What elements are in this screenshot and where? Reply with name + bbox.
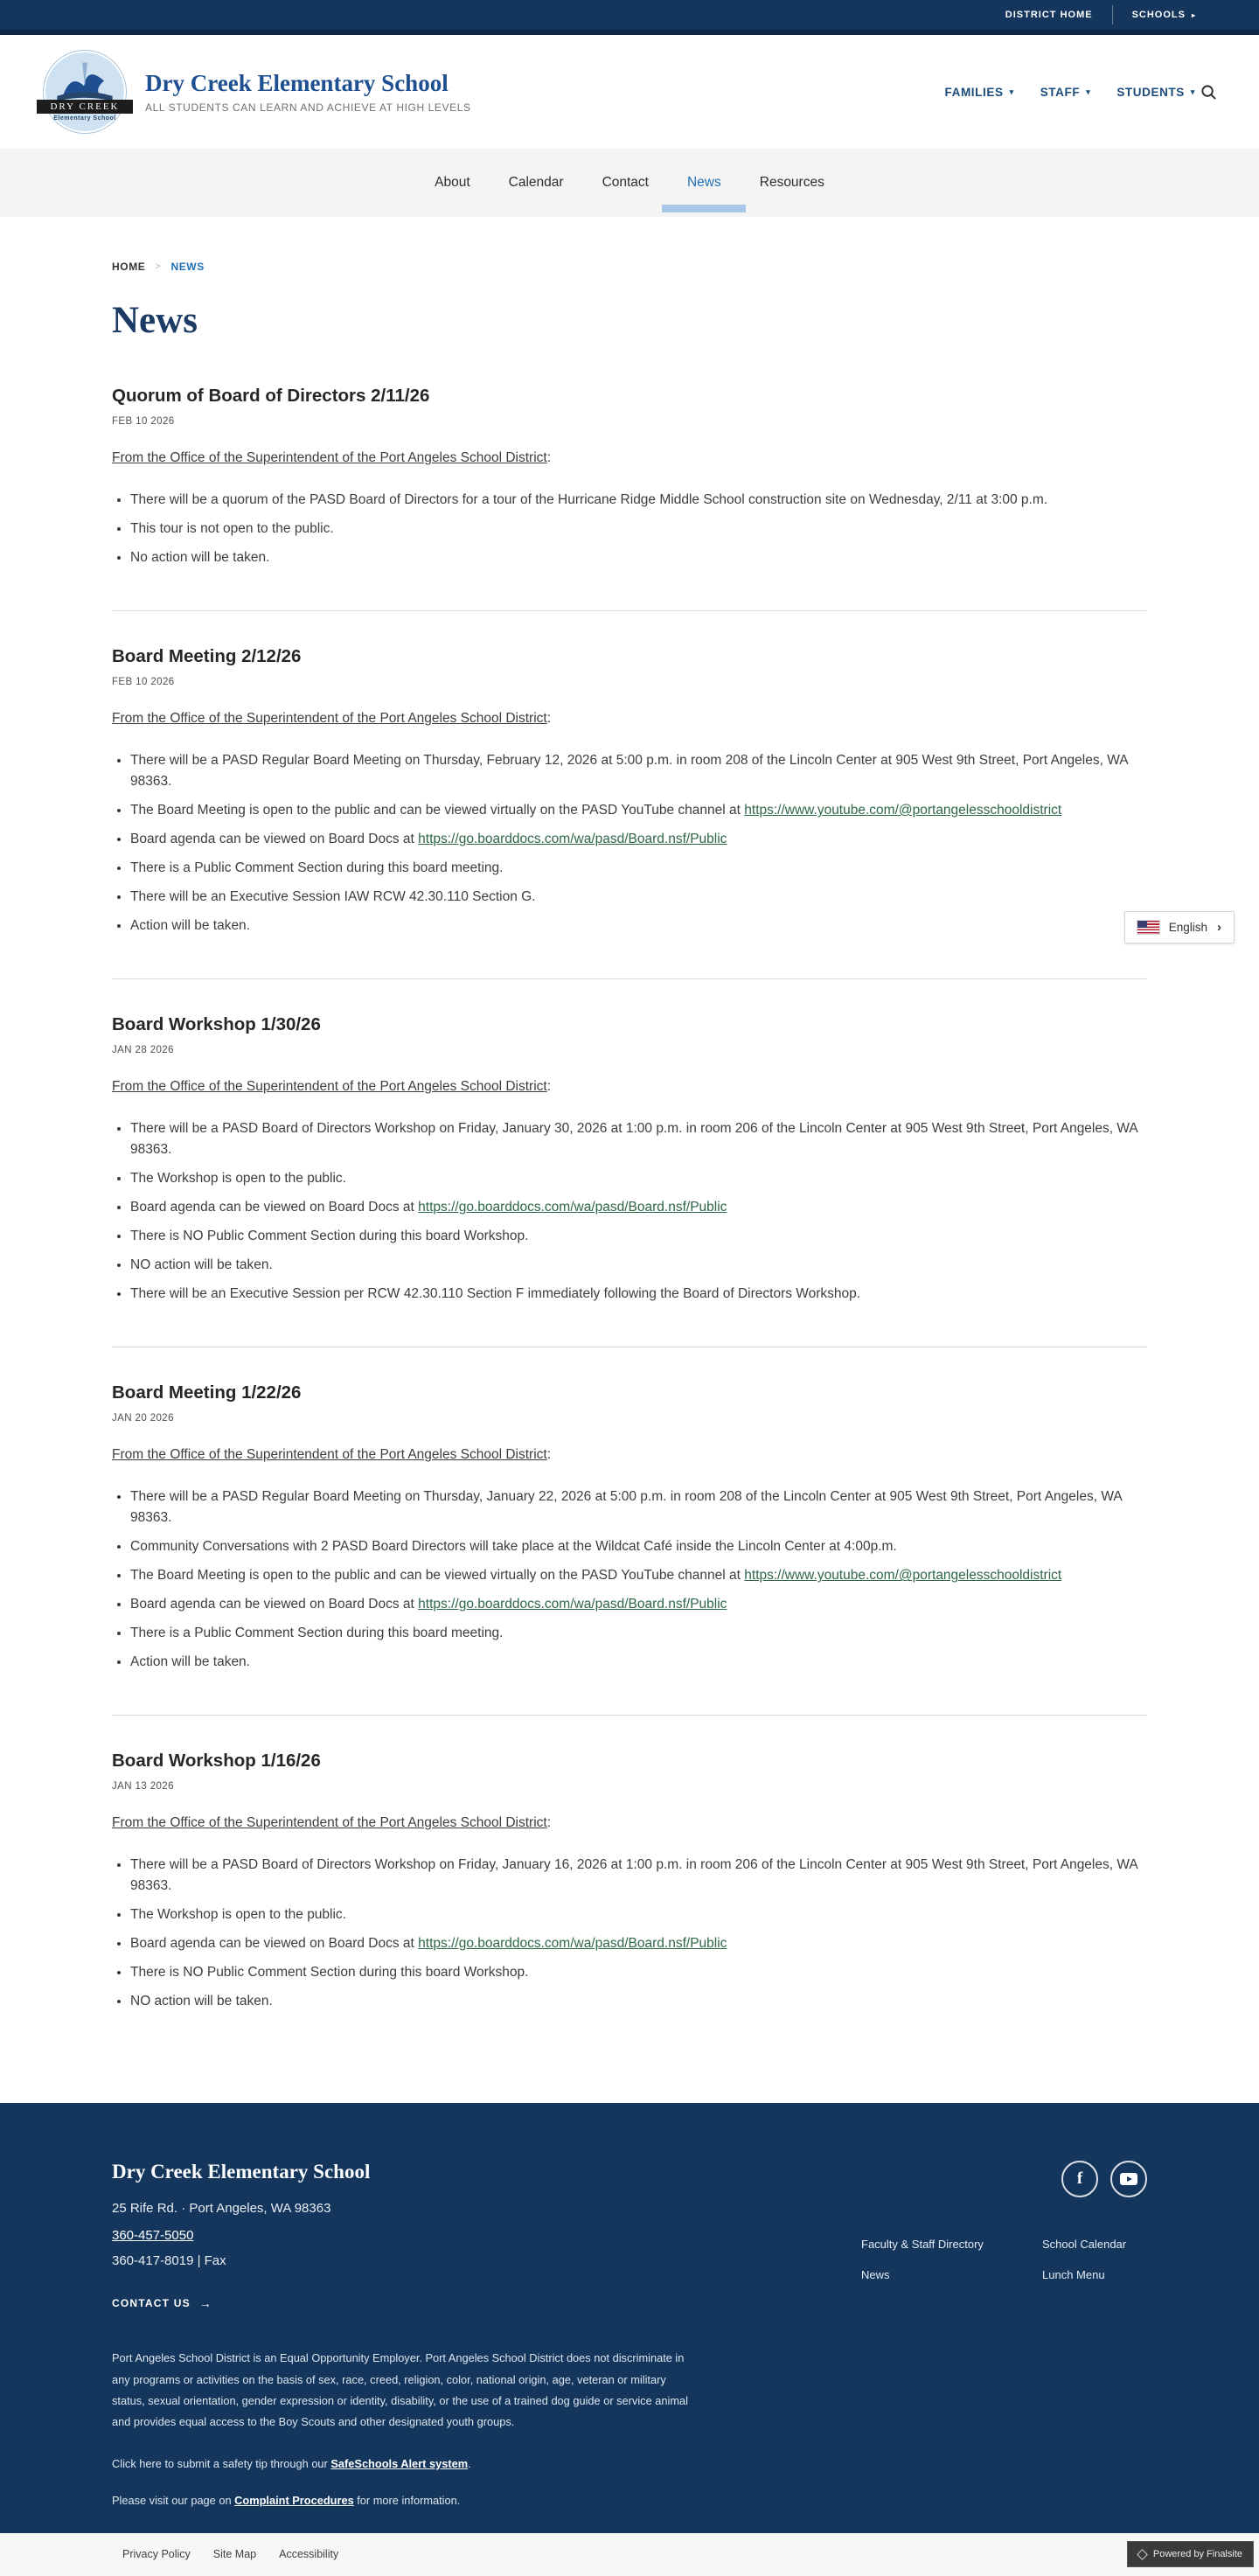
article-bullet (130, 1652, 1147, 1673)
bullet-text: Board agenda can be viewed on Board Docs at (130, 832, 419, 847)
section-nav (0, 149, 1259, 217)
article-intro-text: From the Office of the Superintendent of the Port Angeles School District (112, 711, 547, 727)
bullet-text: There will be a PASD Regular Board Meeting on Thursday, January 22, 2026 at 5:00 p.m. in room 208 of the Lincoln Center at 905 West 9th Street, Port Angeles, WA 98363. (130, 1489, 1122, 1526)
search-icon (1200, 84, 1217, 101)
footer-quick-link[interactable]: Lunch Menu (1042, 2268, 1105, 2282)
chevron-down-icon: ▾ (1190, 87, 1195, 96)
footer (0, 2103, 1259, 2532)
article-bullet (130, 800, 1147, 821)
bullet-text: Board agenda can be viewed on Board Docs at (130, 1597, 419, 1612)
search-button[interactable] (1200, 84, 1217, 101)
safeschools-alert-link[interactable]: SafeSchools Alert system (330, 2456, 469, 2470)
article-bullet (130, 1536, 1147, 1557)
article-bullet (130, 1623, 1147, 1644)
footer-school-name: Dry Creek Elementary School (112, 2161, 371, 2183)
bullet-text: There is a Public Comment Section during this board meeting. (130, 860, 504, 876)
bullet-text: There will be an Executive Session IAW RCW 42.30.110 Section G. (130, 889, 536, 905)
section-nav-link[interactable]: About (435, 175, 470, 190)
section-nav-link[interactable]: Resources (759, 175, 824, 190)
article-date: FEB 10 2026 (112, 677, 175, 688)
footer-quick-links (861, 2238, 1147, 2281)
chevron-right-icon: ▸ (1191, 10, 1196, 19)
utility-bar (0, 2533, 1259, 2576)
footer-quick-link[interactable]: Faculty & Staff Directory (861, 2238, 984, 2252)
article-date: JAN 20 2026 (112, 1413, 174, 1424)
utility-link[interactable]: Accessibility (279, 2548, 339, 2561)
school-name[interactable]: Dry Creek Elementary School (145, 70, 449, 96)
facebook-button[interactable] (1061, 2161, 1098, 2197)
article-bullet (130, 1284, 1147, 1305)
bullet-text: There is NO Public Comment Section during this board Workshop. (130, 1965, 529, 1981)
article-bullet (130, 519, 1147, 540)
footer-complaint-line (112, 2494, 1147, 2507)
article-bullet (130, 1594, 1147, 1615)
article-bullet (130, 858, 1147, 879)
bullet-text: There is NO Public Comment Section during this board Workshop. (130, 1229, 529, 1244)
article-bullet (130, 547, 1147, 568)
article-title[interactable]: Board Meeting 1/22/26 (112, 1382, 302, 1403)
section-nav-link[interactable]: News (668, 149, 741, 217)
powered-by-finalsite-badge[interactable] (1127, 2541, 1254, 2567)
us-flag-icon (1137, 921, 1159, 934)
article-title[interactable]: Board Workshop 1/30/26 (112, 1014, 321, 1035)
footer-school-info (112, 2161, 370, 2311)
powered-by-label: Powered by Finalsite (1152, 2549, 1242, 2560)
schools-menu[interactable] (1113, 10, 1215, 20)
article-bullet (130, 1118, 1147, 1160)
footer-quick-link[interactable]: News (861, 2268, 890, 2282)
menu-label: STAFF (1040, 85, 1081, 99)
utility-links (122, 2548, 338, 2560)
bullet-text: NO action will be taken. (130, 1994, 273, 2009)
article-bullet (130, 1991, 1147, 2012)
bullet-text: There will be a PASD Regular Board Meeting on Thursday, February 12, 2026 at 5:00 p.m. in room 208 of the Lincoln Center at 905 West 9th Street, Port Angeles, WA 98363. (130, 753, 1128, 790)
article-bullet-list (112, 1486, 1147, 1673)
bullet-text: The Workshop is open to the public. (130, 1907, 346, 1923)
article-bullet (130, 1255, 1147, 1276)
footer-legal-text: Port Angeles School District is an Equal Opportunity Employer. Port Angeles School District does not discriminate in any programs or activities on the basis of sex, race, creed, religion, color, national origin, age, veteran or military status, sexual orientation, gender expression or identity, disability, or the use of a trained dog guide or service animal and provides equal access to the Boy Scouts and other designated youth groups. (112, 2351, 688, 2429)
breadcrumb (112, 261, 1147, 273)
youtube-button[interactable] (1110, 2161, 1147, 2197)
article-bullet (130, 1197, 1147, 1218)
article-intro (112, 1447, 1147, 1463)
article-intro-text: From the Office of the Superintendent of the Port Angeles School District (112, 1079, 547, 1095)
bullet-text: Board agenda can be viewed on Board Docs at (130, 1936, 419, 1952)
section-nav-link[interactable]: Calendar (508, 175, 564, 190)
school-tagline: ALL STUDENTS CAN LEARN AND ACHIEVE AT HIGH LEVELS (145, 101, 471, 114)
page-title: News (112, 300, 198, 341)
footer-quick-link[interactable]: School Calendar (1042, 2238, 1127, 2252)
chevron-down-icon: ▾ (1009, 87, 1014, 96)
bullet-link[interactable]: https://www.youtube.com/@portangelesschooldistrict (744, 1568, 1062, 1584)
breadcrumb-current: NEWS (170, 261, 205, 273)
bullet-text: The Board Meeting is open to the public and can be viewed virtually on the PASD YouTube channel at (130, 803, 745, 818)
language-selector[interactable] (1124, 911, 1235, 943)
bullet-text: There is a Public Comment Section during this board meeting. (130, 1626, 504, 1641)
article-intro-text: From the Office of the Superintendent of the Port Angeles School District (112, 450, 547, 465)
header-menus (945, 86, 1196, 99)
article-intro-colon: : (546, 1815, 552, 1831)
article-date: JAN 13 2026 (112, 1781, 174, 1793)
complaint-procedures-link[interactable]: Complaint Procedures (234, 2493, 354, 2507)
school-identity (145, 70, 471, 114)
section-nav-link[interactable]: Contact (602, 175, 649, 190)
footer-fax: 360-417-8019 | Fax (112, 2253, 226, 2269)
bullet-text: There will be a PASD Board of Directors Workshop on Friday, January 30, 2026 at 1:00 p.m. in room 206 of the Lincoln Center at 905 West 9th Street, Port Angeles, WA 98363. (130, 1121, 1137, 1158)
bullet-text: Action will be taken. (130, 918, 250, 934)
audience-menu-button[interactable] (945, 86, 1014, 99)
article-bullet (130, 1933, 1147, 1954)
menu-label: FAMILIES (944, 85, 1004, 99)
footer-address: 25 Rife Rd. · Port Angeles, WA 98363 (112, 2201, 331, 2217)
contact-us-button[interactable] (112, 2296, 212, 2310)
bullet-link[interactable]: https://go.boarddocs.com/wa/pasd/Board.nsf/Public (418, 1936, 727, 1952)
article-intro-text: From the Office of the Superintendent of the Port Angeles School District (112, 1815, 547, 1831)
article-intro-colon: : (546, 711, 552, 727)
article-bullet (130, 1565, 1147, 1586)
safety-text: Click here to submit a safety tip through our (112, 2456, 331, 2470)
article-intro (112, 1815, 1147, 1831)
article-date: JAN 28 2026 (112, 1045, 174, 1056)
article-bullet (130, 490, 1147, 511)
audience-menu-button[interactable] (1040, 86, 1091, 99)
article-intro (112, 711, 1147, 727)
news-article-list (112, 351, 1147, 2103)
article-bullet (130, 916, 1147, 936)
article-date: FEB 10 2026 (112, 416, 175, 427)
news-article (112, 611, 1147, 979)
schools-label: SCHOOLS (1131, 10, 1186, 20)
article-bullet (130, 1226, 1147, 1247)
audience-menu-button[interactable] (1116, 86, 1195, 99)
article-intro-colon: : (546, 1447, 552, 1463)
footer-phone-link[interactable]: 360-457-5050 (112, 2228, 194, 2244)
chevron-right-icon: › (1217, 920, 1221, 935)
article-bullet (130, 1486, 1147, 1528)
bullet-text: NO action will be taken. (130, 1257, 273, 1273)
youtube-icon (1120, 2173, 1137, 2185)
news-article (112, 1716, 1147, 2012)
article-bullet-list (112, 1118, 1147, 1305)
footer-safety-line (112, 2457, 1147, 2470)
complaint-suffix: for more information. (353, 2493, 461, 2507)
arrow-right-icon: → (198, 2296, 212, 2311)
article-bullet (130, 887, 1147, 908)
article-bullet-list (112, 490, 1147, 568)
bullet-text: Board agenda can be viewed on Board Docs at (130, 1200, 419, 1215)
bullet-text: No action will be taken. (130, 550, 270, 566)
news-article (112, 351, 1147, 611)
bullet-link[interactable]: https://go.boarddocs.com/wa/pasd/Board.nsf/Public (418, 832, 727, 847)
article-intro (112, 450, 1147, 466)
bullet-text: Community Conversations with 2 PASD Board Directors will take place at the Wildcat Café inside the Lincoln Center at 4:00p.m. (130, 1539, 897, 1555)
utility-link[interactable]: Site Map (212, 2548, 257, 2561)
utility-link[interactable]: Privacy Policy (122, 2548, 191, 2561)
logo-subtext: Elementary School (53, 115, 116, 122)
article-bullet (130, 829, 1147, 850)
bullet-text: There will be a quorum of the PASD Board of Directors for a tour of the Hurricane Ridge Middle School construction site on Wednesday, 2/11 at 3:00 p.m. (130, 492, 1048, 507)
menu-label: STUDENTS (1116, 85, 1185, 99)
main-content (112, 261, 1147, 2103)
finalsite-logo-icon (1137, 2549, 1148, 2560)
bullet-text: The Board Meeting is open to the public and can be viewed virtually on the PASD YouTube channel at (130, 1568, 745, 1584)
complaint-text: Please visit our page on (112, 2493, 235, 2507)
news-article (112, 979, 1147, 1347)
school-header (0, 35, 1259, 149)
safety-period: . (468, 2456, 471, 2470)
contact-us-label: CONTACT US (112, 2297, 191, 2310)
news-article (112, 1347, 1147, 1716)
article-bullet (130, 1962, 1147, 1983)
article-title[interactable]: Board Meeting 2/12/26 (112, 646, 302, 667)
article-bullet-list (112, 750, 1147, 936)
article-bullet (130, 1855, 1147, 1897)
article-intro (112, 1079, 1147, 1095)
bullet-text: There will be an Executive Session per RCW 42.30.110 Section F immediately following the Board of Directors Workshop. (130, 1286, 861, 1302)
article-intro-colon: : (546, 1079, 552, 1095)
bullet-text: Action will be taken. (130, 1654, 250, 1670)
article-intro-colon: : (546, 450, 552, 465)
chevron-down-icon: ▾ (1086, 87, 1091, 96)
article-intro-text: From the Office of the Superintendent of the Port Angeles School District (112, 1447, 547, 1463)
facebook-icon: f (1076, 2169, 1083, 2189)
bullet-text: This tour is not open to the public. (130, 521, 334, 537)
bullet-link[interactable]: https://www.youtube.com/@portangelesschooldistrict (744, 803, 1062, 818)
district-topbar (0, 0, 1259, 35)
district-home-link[interactable]: DISTRICT HOME (1005, 10, 1093, 20)
school-logo[interactable] (42, 49, 128, 135)
article-bullet (130, 750, 1147, 792)
language-label: English (1168, 921, 1207, 934)
bullet-text: The Workshop is open to the public. (130, 1171, 346, 1187)
social-links (1061, 2161, 1147, 2197)
bullet-link[interactable]: https://go.boarddocs.com/wa/pasd/Board.nsf/Public (418, 1597, 727, 1612)
article-bullet (130, 1168, 1147, 1189)
logo-ribbon-text: DRY CREEK (37, 100, 133, 114)
bullet-link[interactable]: https://go.boarddocs.com/wa/pasd/Board.nsf/Public (418, 1200, 727, 1215)
article-bullet-list (112, 1855, 1147, 2012)
breadcrumb-separator: > (155, 261, 162, 272)
article-bullet (130, 1904, 1147, 1925)
article-title[interactable]: Board Workshop 1/16/26 (112, 1751, 321, 1772)
article-title[interactable]: Quorum of Board of Directors 2/11/26 (112, 386, 430, 406)
breadcrumb-home-link[interactable]: HOME (112, 261, 146, 273)
bullet-text: There will be a PASD Board of Directors Workshop on Friday, January 16, 2026 at 1:00 p.m. in room 206 of the Lincoln Center at 905 West 9th Street, Port Angeles, WA 98363. (130, 1857, 1137, 1894)
